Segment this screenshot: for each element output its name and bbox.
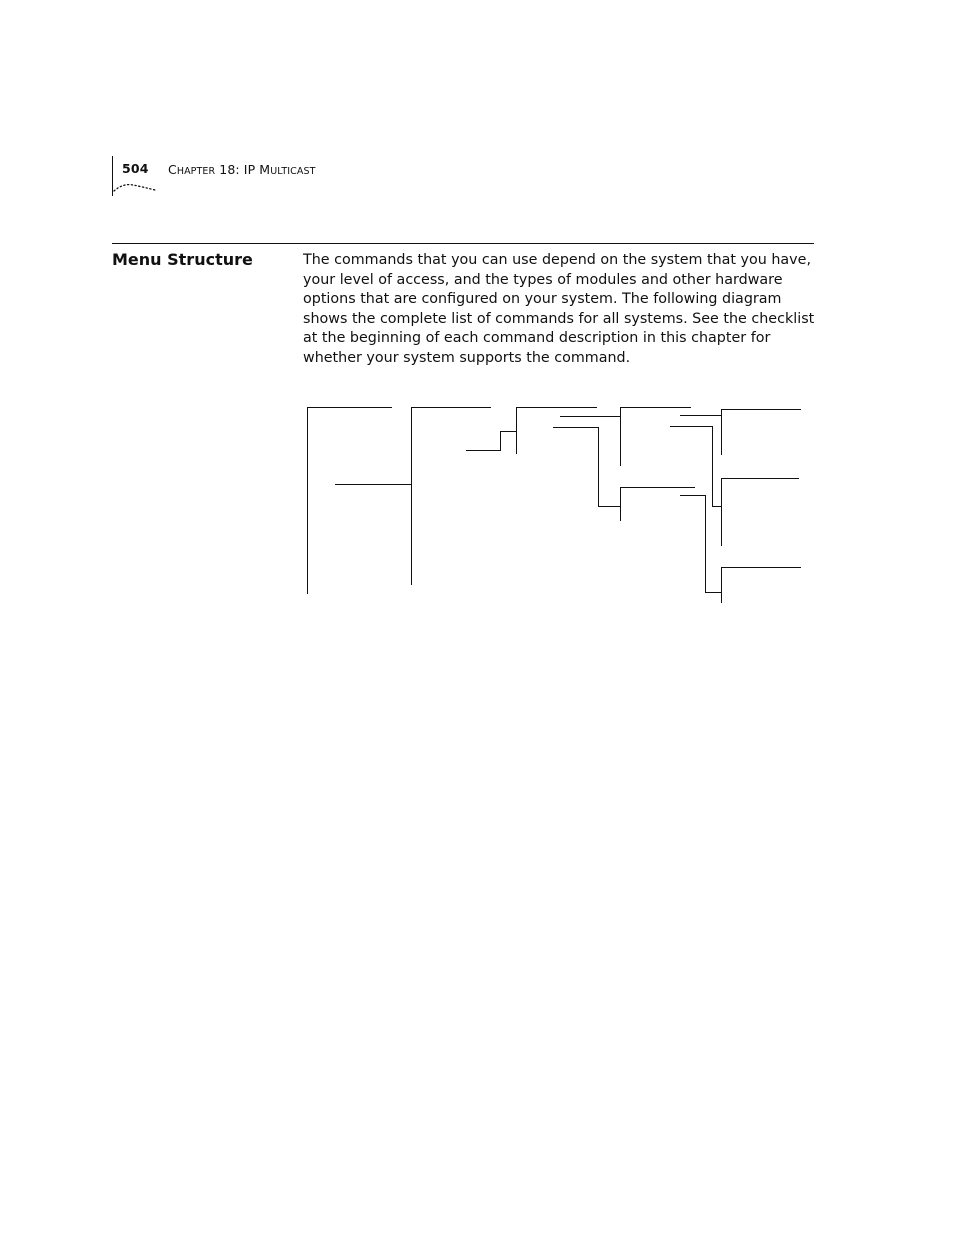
section-title: Menu Structure: [112, 250, 253, 269]
chapter-number: 18: IP: [219, 162, 256, 177]
chapter-label-initial: C: [168, 162, 177, 177]
section-body-text: The commands that you can use depend on the system that you have, your level of access, and the types of modules and other hardware options that are configured on your system. The following diagram shows the complete list of commands for all systems. See the checklist at the beginning of each command description in this chapter for whether your system supports the command.: [303, 252, 815, 366]
menu-structure-diagram: [300, 400, 810, 610]
tree-branch: [722, 568, 802, 604]
tree-branch: [621, 408, 692, 467]
tree-branch: [722, 410, 802, 456]
chapter-title-initial: M: [259, 162, 271, 177]
chapter-title-rest: ULTICAST: [270, 166, 316, 177]
tree-branch: [722, 479, 800, 547]
chapter-label-rest: HAPTER: [176, 166, 216, 177]
tree-branch: [412, 408, 492, 586]
tree-branch: [308, 408, 393, 595]
tree-branch: [517, 408, 598, 455]
tree-branch: [680, 496, 722, 593]
tree-branch: [553, 428, 620, 507]
tree-branch: [670, 427, 722, 507]
tree-branch: [466, 432, 517, 451]
page-number: 504: [122, 161, 149, 176]
tree-branch: [621, 488, 696, 522]
section-divider: [112, 243, 814, 244]
chapter-header: [168, 162, 316, 177]
dotted-tab-decoration: [113, 181, 157, 193]
